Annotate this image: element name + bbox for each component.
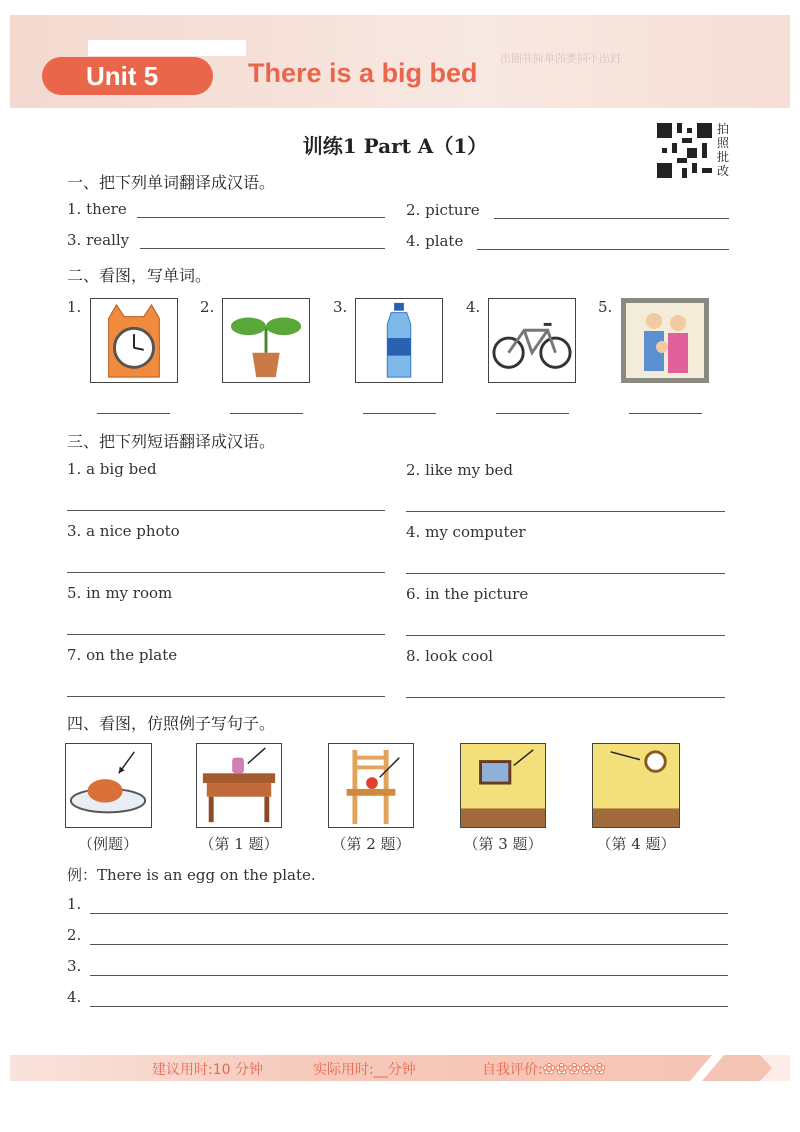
section1-title: 一、把下列单词翻译成汉语。 [67, 173, 276, 192]
water-bottle-icon [355, 298, 443, 383]
answer-line[interactable] [90, 944, 728, 945]
word-item: 2. picture [406, 201, 480, 219]
phrase-item: 3. a nice photo [67, 522, 180, 540]
clock-on-wall-icon [592, 743, 680, 828]
answer-line[interactable] [363, 413, 436, 414]
answer-line[interactable] [97, 413, 170, 414]
word-item: 1. there [67, 200, 127, 218]
picture-caption: （第 1 题） [199, 835, 279, 853]
answer-line[interactable] [90, 1006, 728, 1007]
word-item: 3. really [67, 231, 130, 249]
answer-number: 4. [67, 988, 82, 1006]
picture-caption: （第 3 题） [463, 835, 543, 853]
phrase-item: 5. in my room [67, 584, 173, 602]
star-icon[interactable]: ✿ [593, 1060, 606, 1078]
answer-line[interactable] [90, 913, 728, 914]
phrase-item: 8. look cool [406, 647, 494, 665]
self-evaluation: 自我评价:✿✿✿✿✿ [482, 1060, 606, 1078]
suggested-time: 建议用时:10 分钟 [152, 1062, 263, 1078]
star-icon[interactable]: ✿ [555, 1060, 568, 1078]
redaction-mask [88, 40, 246, 56]
star-icon[interactable]: ✿ [580, 1060, 594, 1078]
answer-line[interactable] [629, 413, 702, 414]
answer-line[interactable] [477, 249, 729, 250]
picture-caption: （第 2 题） [331, 835, 411, 853]
family-photo-icon [621, 298, 709, 383]
answer-line[interactable] [494, 218, 729, 219]
star-rating[interactable] [543, 1062, 606, 1078]
answer-line[interactable] [496, 413, 569, 414]
phrase-item: 6. in the picture [406, 585, 529, 603]
answer-line[interactable] [67, 696, 385, 697]
phrase-item: 2. like my bed [406, 461, 513, 479]
section4-title: 四、看图，仿照例子写句子。 [67, 714, 276, 733]
answer-line[interactable] [406, 573, 725, 574]
unit-title: There is a big bed [248, 58, 478, 88]
page-title: 训练1 Part A（1） [302, 134, 488, 158]
phrase-item: 4. my computer [406, 523, 526, 541]
picture-caption: （例题） [77, 835, 138, 853]
bike-icon [488, 298, 576, 383]
answer-line[interactable] [406, 635, 725, 636]
apple-on-chair-icon [328, 743, 414, 828]
picture-caption: （第 4 题） [596, 835, 676, 853]
star-icon[interactable]: ✿ [567, 1060, 581, 1078]
item-number: 5. [598, 298, 613, 316]
unit-label: Unit 5 [42, 57, 213, 95]
answer-number: 3. [67, 957, 82, 975]
answer-line[interactable] [406, 697, 725, 698]
clock-icon [90, 298, 178, 383]
answer-line[interactable] [90, 975, 728, 976]
bleed-through-text: 找出不同类的单词并圈出 [500, 53, 621, 65]
answer-number: 1. [67, 895, 82, 913]
qr-label: 拍照批改 [717, 122, 730, 178]
answer-line[interactable] [230, 413, 303, 414]
actual-time: 实际用时:__分钟 [313, 1062, 416, 1078]
picture-on-wall-icon [460, 743, 546, 828]
qr-code-icon[interactable] [657, 123, 712, 178]
section3-title: 三、把下列短语翻译成汉语。 [67, 432, 276, 451]
item-number: 1. [67, 298, 82, 316]
answer-line[interactable] [67, 510, 385, 511]
cup-on-table-icon [196, 743, 282, 828]
phrase-item: 1. a big bed [67, 460, 157, 478]
item-number: 2. [200, 298, 215, 316]
item-number: 3. [333, 298, 348, 316]
egg-on-plate-icon [65, 743, 152, 828]
plant-icon [222, 298, 310, 383]
answer-line[interactable] [67, 572, 385, 573]
word-item: 4. plate [406, 232, 464, 250]
answer-line[interactable] [67, 634, 385, 635]
section2-title: 二、看图，写单词。 [67, 266, 212, 285]
answer-line[interactable] [137, 217, 385, 218]
item-number: 4. [466, 298, 481, 316]
answer-line[interactable] [140, 248, 385, 249]
answer-line[interactable] [406, 511, 725, 512]
star-icon[interactable]: ✿ [542, 1060, 556, 1078]
phrase-item: 7. on the plate [67, 646, 178, 664]
answer-number: 2. [67, 926, 82, 944]
example-sentence: 例：There is an egg on the plate. [67, 866, 316, 884]
